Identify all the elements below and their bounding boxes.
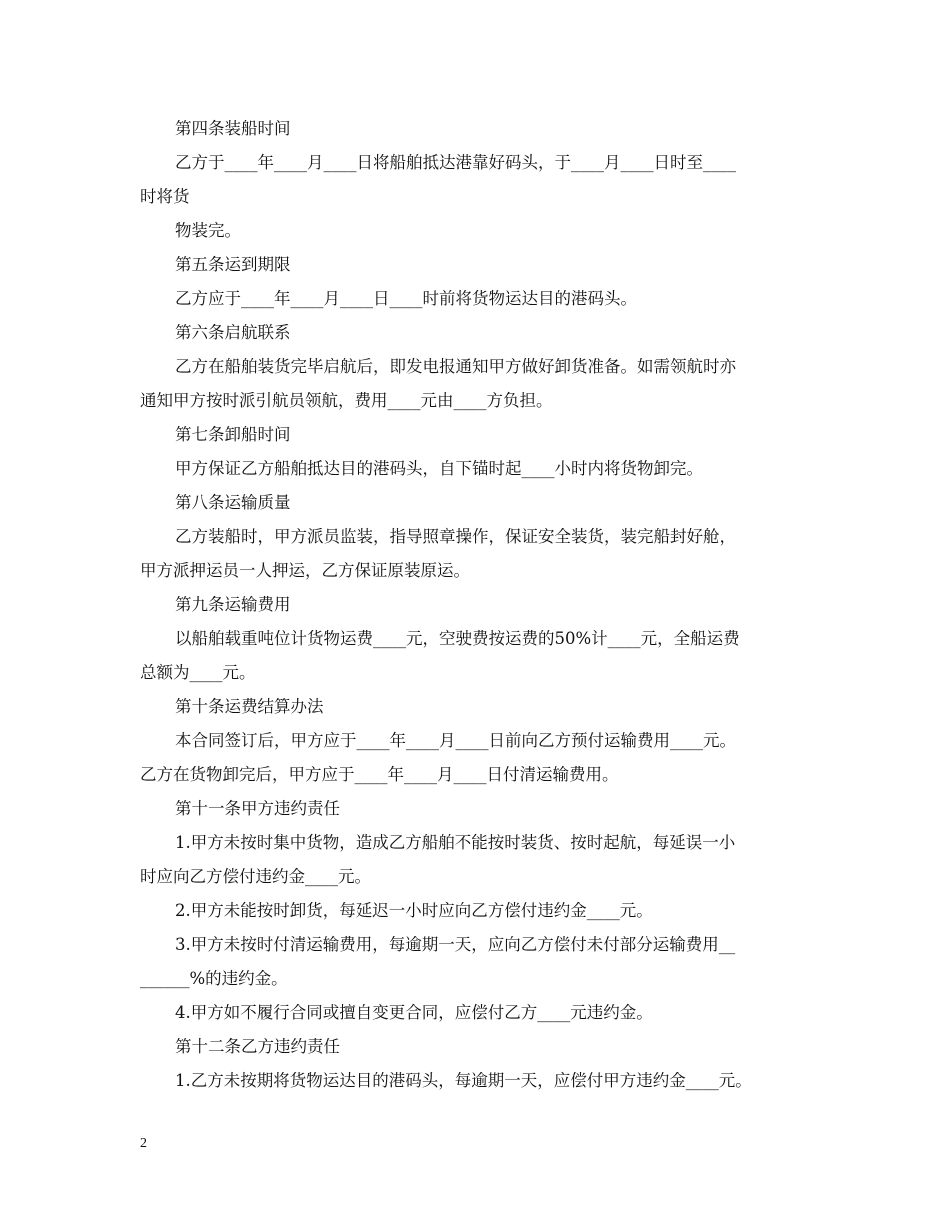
clause-5-heading: 第五条运到期限 (175, 255, 291, 274)
clause-9-text-cont: 总额为____元。 (140, 663, 256, 682)
clause-7-heading: 第七条卸船时间 (175, 425, 291, 444)
clause-4-heading: 第四条装船时间 (175, 119, 291, 138)
clause-10-heading: 第十条运费结算办法 (175, 697, 324, 716)
clause-12-heading: 第十二条乙方违约责任 (175, 1037, 340, 1056)
clause-11-item-1: 1.甲方未按时集中货物，造成乙方船舶不能按时装货、按时起航，每延误一小 (175, 833, 736, 852)
clause-11-item-3-cont: ______%的违约金。 (140, 969, 288, 988)
clause-10-text: 本合同签订后，甲方应于____年____月____日前向乙方预付运输费用____元。 (175, 731, 736, 750)
clause-4-text: 乙方于____年____月____日将船舶抵达港靠好码头，于____月____日时至____ (175, 153, 736, 172)
contract-body (140, 112, 820, 1098)
clause-8-text-cont: 甲方派押运员一人押运，乙方保证原装原运。 (140, 561, 470, 580)
clause-4-text-end: 物装完。 (175, 221, 241, 240)
clause-11-item-2: 2.甲方未能按时卸货，每延迟一小时应向乙方偿付违约金____元。 (175, 901, 653, 920)
clause-10-text-cont: 乙方在货物卸完后，甲方应于____年____月____日付清运输费用。 (140, 765, 619, 784)
clause-11-heading: 第十一条甲方违约责任 (175, 799, 340, 818)
clause-11-item-3: 3.甲方未按时付清运输费用，每逾期一天，应向乙方偿付未付部分运输费用__ (175, 935, 736, 954)
clause-9-heading: 第九条运输费用 (175, 595, 291, 614)
clause-11-item-1-cont: 时应向乙方偿付违约金____元。 (140, 867, 371, 886)
clause-12-item-1: 1.乙方未按期将货物运达目的港码头，每逾期一天，应偿付甲方违约金____元。 (175, 1071, 752, 1090)
clause-7-text: 甲方保证乙方船舶抵达目的港码头，自下锚时起____小时内将货物卸完。 (175, 459, 703, 478)
clause-4-text-cont: 时将货 (140, 187, 190, 206)
clause-11-item-4: 4.甲方如不履行合同或擅自变更合同，应偿付乙方____元违约金。 (175, 1003, 653, 1022)
page-number: 2 (140, 1136, 147, 1151)
clause-8-heading: 第八条运输质量 (175, 493, 291, 512)
clause-8-text: 乙方装船时，甲方派员监装，指导照章操作，保证安全装货，装完船封好舱， (175, 527, 736, 546)
clause-6-heading: 第六条启航联系 (175, 323, 291, 342)
clause-5-text: 乙方应于____年____月____日____时前将货物运达目的港码头。 (175, 289, 637, 308)
clause-9-text: 以船舶载重吨位计货物运费____元，空驶费按运费的50%计____元，全船运费 (175, 629, 740, 648)
clause-6-text: 乙方在船舶装货完毕启航后，即发电报通知甲方做好卸货准备。如需领航时亦 (175, 357, 736, 376)
clause-6-text-cont: 通知甲方按时派引航员领航，费用____元由____方负担。 (140, 391, 553, 410)
